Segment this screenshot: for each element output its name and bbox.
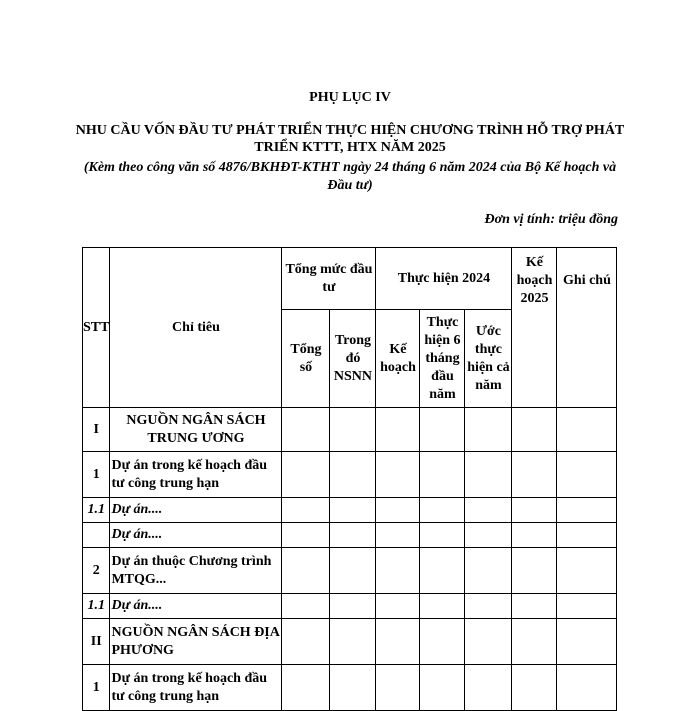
row-label: Dự án....	[110, 594, 282, 619]
header-trong-do-nsnn: Trong đó NSNN	[330, 310, 376, 408]
header-ghi-chu: Ghi chú	[557, 248, 617, 408]
header-tong-so: Tổng số	[282, 310, 330, 408]
table-row	[83, 619, 617, 665]
header-row-1	[83, 248, 617, 310]
table-row	[83, 498, 617, 523]
row-stt: 1	[83, 665, 110, 711]
row-stt: II	[83, 619, 110, 665]
row-stt: 1.1	[83, 594, 110, 619]
header-thuc-hien-6-thang: Thực hiện 6 tháng đầu năm	[420, 310, 465, 408]
row-label: NGUỒN NGÂN SÁCH TRUNG ƯƠNG	[110, 408, 282, 452]
table-row	[83, 408, 617, 452]
header-ke-hoach-2025: Kế hoạch 2025	[512, 248, 557, 408]
row-label: Dự án....	[110, 498, 282, 523]
header-thuc-hien-2024: Thực hiện 2024	[376, 248, 512, 310]
header-stt: STT	[83, 248, 110, 408]
row-label: Dự án trong kế hoạch đầu tư công trung hạn	[110, 665, 282, 711]
table-row	[83, 548, 617, 594]
row-stt	[83, 523, 110, 548]
row-label: Dự án....	[110, 523, 282, 548]
document-subtitle: NHU CẦU VỐN ĐẦU TƯ PHÁT TRIỂN THỰC HIỆN CHƯƠNG TRÌNH HỖ TRỢ PHÁT TRIỂN KTTT, HTX NĂM 2025	[75, 123, 625, 155]
unit-label: Đơn vị tính: triệu đồng	[484, 212, 618, 227]
row-stt: 1	[83, 452, 110, 498]
row-label: Dự án trong kế hoạch đầu tư công trung hạn	[110, 452, 282, 498]
row-label: NGUỒN NGÂN SÁCH ĐỊA PHƯƠNG	[110, 619, 282, 665]
row-stt: 2	[83, 548, 110, 594]
table-row	[83, 665, 617, 711]
header-uoc-thuc-hien: Ước thực hiện cả năm	[465, 310, 512, 408]
row-stt: 1.1	[83, 498, 110, 523]
table-row	[83, 523, 617, 548]
row-label: Dự án thuộc Chương trình MTQG...	[110, 548, 282, 594]
investment-table	[82, 247, 617, 711]
appendix-title: PHỤ LỤC IV	[309, 90, 391, 105]
row-stt: I	[83, 408, 110, 452]
header-ke-hoach: Kế hoạch	[376, 310, 420, 408]
header-chi-tieu: Chỉ tiêu	[110, 248, 282, 408]
reference-note: (Kèm theo công văn số 4876/BKHĐT-KTHT ngày 24 tháng 6 năm 2024 của Bộ Kế hoạch và Đầu tư)	[83, 160, 617, 193]
table-row	[83, 594, 617, 619]
header-tong-muc-dau-tu: Tổng mức đầu tư	[282, 248, 376, 310]
table-row	[83, 452, 617, 498]
